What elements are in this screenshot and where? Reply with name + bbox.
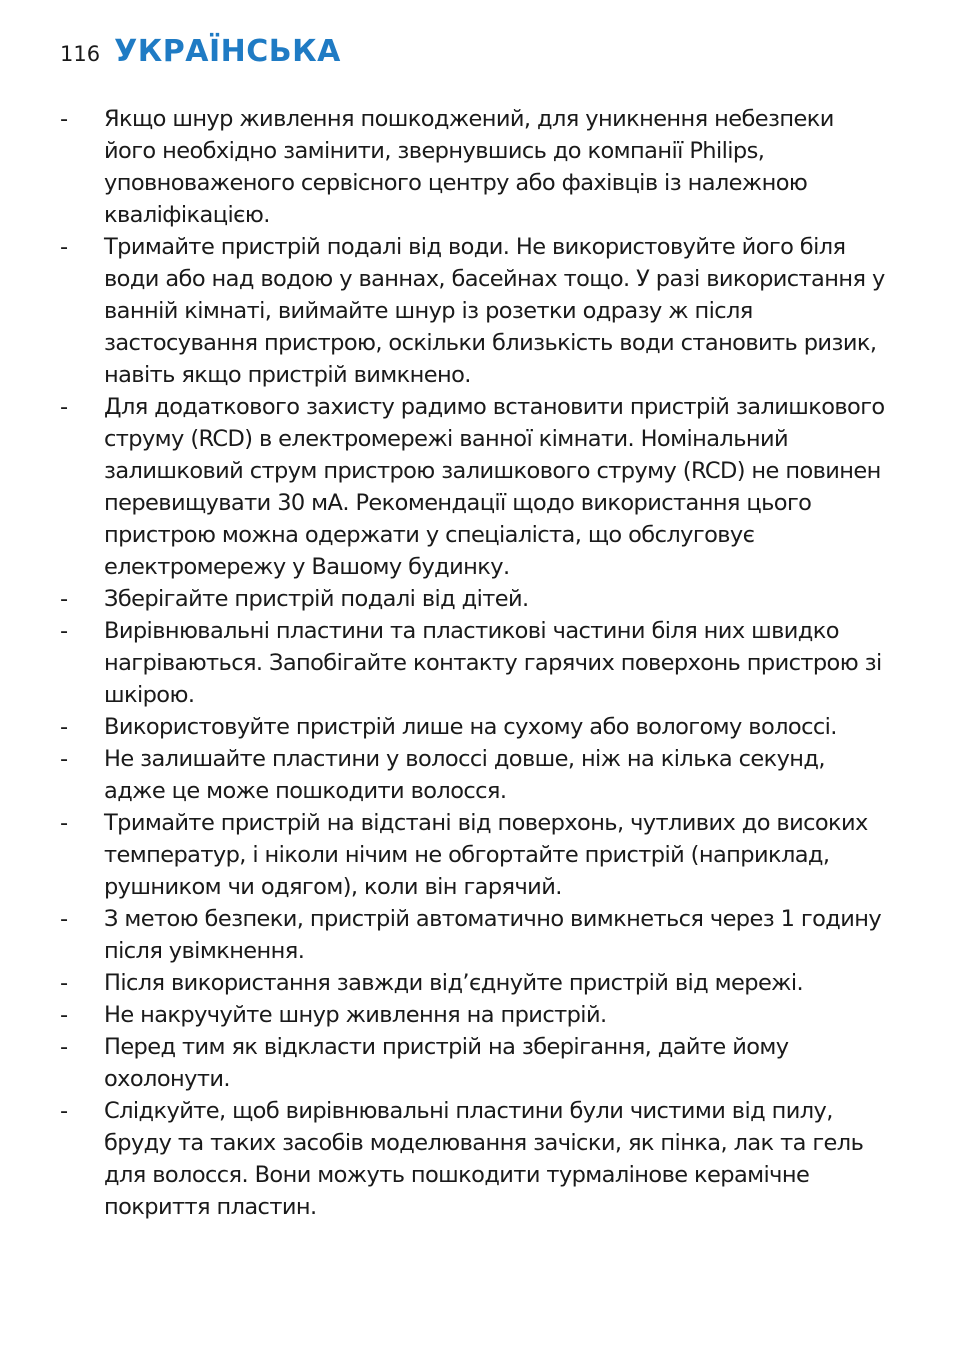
bullet-dash: - [60,1002,68,1028]
safety-instructions-list [60,103,890,1223]
list-item-text: Зберігайте пристрій подалі від дітей. [104,586,529,612]
list-item [60,967,890,999]
list-item-text: Якщо шнур живлення пошкоджений, для уникнення небезпеки його необхідно замінити, звернувшись до компанії Philips, уповноваженого сервісного центру або фахівців із належною кваліфікацією. [104,106,834,228]
list-item-text: Не накручуйте шнур живлення на пристрій. [104,1002,607,1028]
list-item [60,615,890,711]
list-item [60,1095,890,1223]
list-item-text: Тримайте пристрій на відстані від поверхонь, чутливих до високих температур, і ніколи нічим не обгортайте пристрій (наприклад, рушником чи одягом), коли він гарячий. [104,810,868,900]
bullet-dash: - [60,1098,68,1124]
bullet-dash: - [60,906,68,932]
list-item-text: З метою безпеки, пристрій автоматично вимкнеться через 1 годину після увімкнення. [104,906,882,964]
page-header [60,34,341,69]
list-item [60,743,890,807]
bullet-dash: - [60,106,68,132]
list-item [60,999,890,1031]
list-item-text: Тримайте пристрій подалі від води. Не використовуйте його біля води або над водою у ваннах, басейнах тощо. У разі використання у ванній кімнаті, виймайте шнур із розетки одразу ж після застосування пристрою, оскільки близькість води становить ризик, навіть якщо пристрій вимкнено. [104,234,885,388]
bullet-dash: - [60,970,68,996]
bullet-dash: - [60,394,68,420]
bullet-dash: - [60,234,68,260]
list-item [60,807,890,903]
list-item [60,1031,890,1095]
bullet-dash: - [60,1034,68,1060]
page-number: 116 [60,42,101,66]
list-item-text: Перед тим як відкласти пристрій на зберігання, дайте йому охолонути. [104,1034,789,1092]
list-item [60,103,890,231]
list-item-text: Не залишайте пластини у волоссі довше, ніж на кілька секунд, адже це може пошкодити волосся. [104,746,825,804]
bullet-dash: - [60,586,68,612]
list-item [60,391,890,583]
list-item [60,711,890,743]
list-item [60,583,890,615]
bullet-dash: - [60,618,68,644]
bullet-dash: - [60,810,68,836]
bullet-dash: - [60,746,68,772]
list-item-text: Використовуйте пристрій лише на сухому або вологому волоссі. [104,714,837,740]
list-item [60,231,890,391]
list-item-text: Вирівнювальні пластини та пластикові частини біля них швидко нагріваються. Запобігайте контакту гарячих поверхонь пристрою зі шкірою. [104,618,882,708]
list-item [60,903,890,967]
section-title: УКРАЇНСЬКА [114,34,341,69]
bullet-dash: - [60,714,68,740]
list-item-text: Слідкуйте, щоб вирівнювальні пластини були чистими від пилу, бруду та таких засобів моделювання зачіски, як пінка, лак та гель для волосся. Вони можуть пошкодити турмалінове керамічне покриття пластин. [104,1098,864,1220]
list-item-text: Після використання завжди від’єднуйте пристрій від мережі. [104,970,804,996]
list-item-text: Для додаткового захисту радимо встановити пристрій залишкового струму (RCD) в електромережі ванної кімнати. Номінальний залишковий струм пристрою залишкового струму (RCD) не повинен перевищувати 30 мА. Рекомендації щодо використання цього пристрою можна одержати у спеціаліста, що обслуговує електромережу у Вашому будинку. [104,394,885,580]
